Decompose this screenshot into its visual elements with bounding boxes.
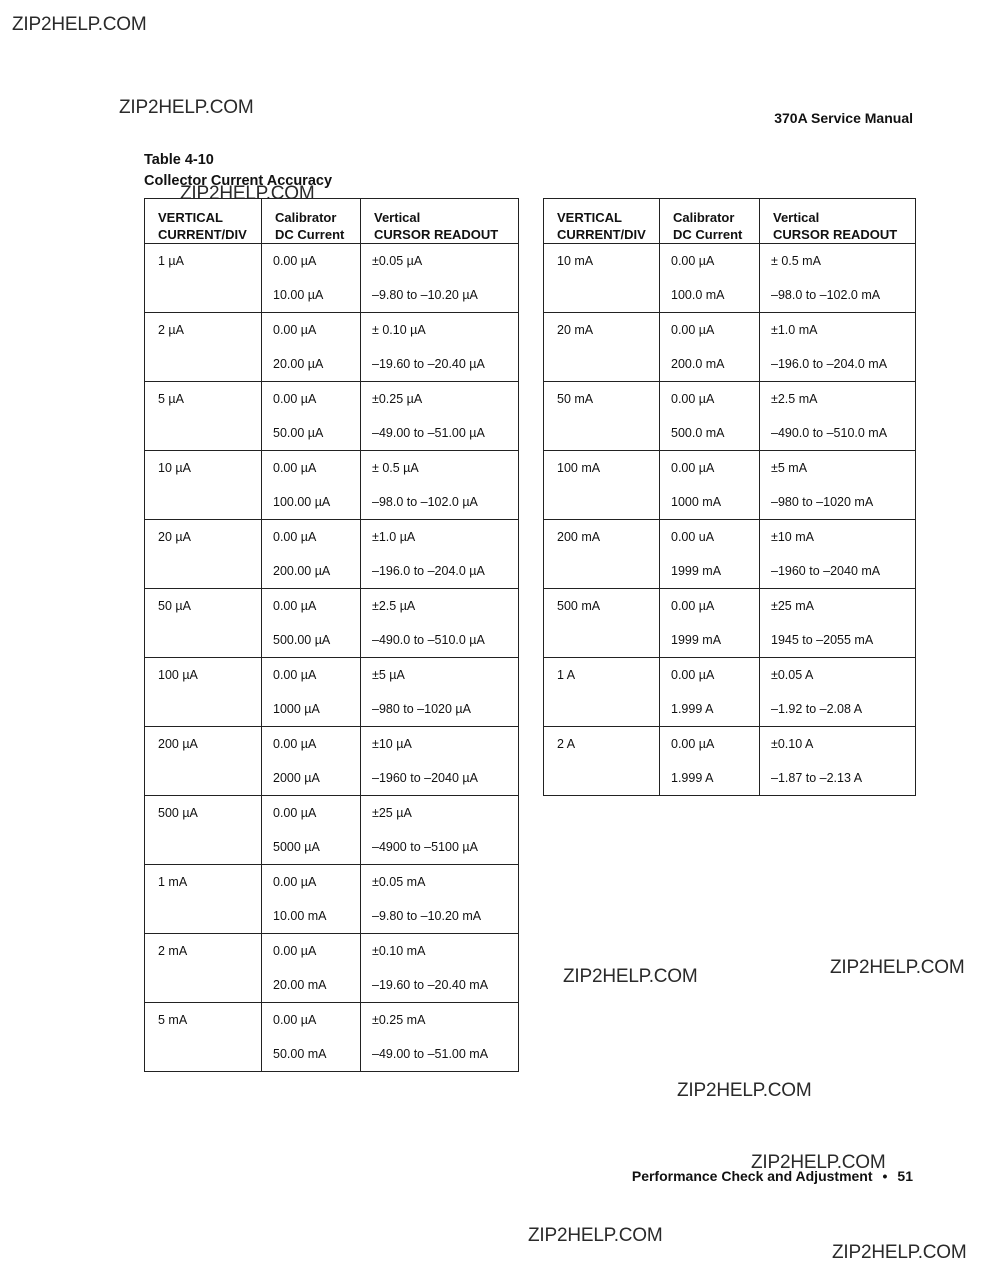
vertical-current-div-cell	[544, 451, 660, 520]
calibrator-full-value: 50.00 mA	[273, 1047, 327, 1061]
calibrator-current-cell	[262, 244, 361, 313]
watermark: ZIP2HELP.COM	[830, 957, 965, 978]
calibrator-current-cell	[660, 451, 760, 520]
cursor-readout-cell	[361, 1003, 519, 1072]
calibrator-current-cell	[262, 451, 361, 520]
calibrator-full-value: 1000 µA	[273, 702, 320, 716]
calibrator-current-cell	[660, 313, 760, 382]
calibrator-full-value: 20.00 mA	[273, 978, 327, 992]
vertical-current-div-cell	[145, 313, 262, 382]
calibrator-full-value: 20.00 µA	[273, 357, 324, 371]
vertical-current-div: 100 mA	[557, 461, 601, 475]
calibrator-full-value: 500.0 mA	[671, 426, 725, 440]
calibrator-full-value: 1999 mA	[671, 633, 722, 647]
calibrator-full-value: 100.00 µA	[273, 495, 331, 509]
vertical-current-div-cell	[145, 244, 262, 313]
calibrator-zero-value: 0.00 µA	[671, 392, 715, 406]
readout-full-range: –1.87 to –2.13 A	[771, 771, 863, 785]
vertical-current-div: 5 µA	[158, 392, 184, 406]
cursor-readout-cell	[361, 451, 519, 520]
vertical-current-div-cell	[145, 865, 262, 934]
cursor-readout-cell	[760, 451, 916, 520]
readout-full-range: –49.00 to –51.00 µA	[372, 426, 485, 440]
readout-full-range: –9.80 to –10.20 µA	[372, 288, 478, 302]
vertical-current-div-cell	[544, 589, 660, 658]
vertical-current-div-cell	[145, 451, 262, 520]
col-header-cursor-readout: Vertical CURSOR READOUT	[361, 199, 519, 244]
readout-zero-tolerance: ±0.10 A	[771, 737, 814, 751]
table-row	[145, 865, 519, 934]
calibrator-current-cell	[262, 520, 361, 589]
cursor-readout-cell	[361, 934, 519, 1003]
readout-zero-tolerance: ±1.0 µA	[372, 530, 416, 544]
watermark: ZIP2HELP.COM	[563, 966, 698, 987]
cursor-readout-cell	[361, 865, 519, 934]
calibrator-current-cell	[262, 934, 361, 1003]
readout-full-range: –49.00 to –51.00 mA	[372, 1047, 489, 1061]
vertical-current-div-cell	[145, 1003, 262, 1072]
calibrator-current-cell	[262, 865, 361, 934]
right-accuracy-table	[543, 198, 916, 796]
calibrator-current-cell	[660, 244, 760, 313]
readout-full-range: –980 to –1020 mA	[771, 495, 874, 509]
calibrator-full-value: 500.00 µA	[273, 633, 331, 647]
readout-zero-tolerance: ±10 µA	[372, 737, 412, 751]
watermark: ZIP2HELP.COM	[677, 1080, 812, 1101]
vertical-current-div: 1 µA	[158, 254, 184, 268]
table-title: Collector Current Accuracy	[144, 173, 333, 189]
vertical-current-div: 5 mA	[158, 1013, 188, 1027]
vertical-current-div-cell	[145, 520, 262, 589]
watermark: ZIP2HELP.COM	[528, 1225, 663, 1246]
calibrator-current-cell	[262, 313, 361, 382]
col-header-cursor-readout: Vertical CURSOR READOUT	[760, 199, 916, 244]
vertical-current-div: 50 µA	[158, 599, 191, 613]
cursor-readout-cell	[361, 796, 519, 865]
cursor-readout-cell	[361, 727, 519, 796]
readout-full-range: –19.60 to –20.40 µA	[372, 357, 485, 371]
readout-zero-tolerance: ±0.05 mA	[372, 875, 426, 889]
readout-zero-tolerance: ± 0.5 µA	[372, 461, 419, 475]
table-row	[145, 382, 519, 451]
col-header-vertical-current: VERTICAL CURRENT/DIV	[544, 199, 660, 244]
watermark: ZIP2HELP.COM	[119, 97, 254, 118]
left-accuracy-table	[144, 198, 519, 1072]
vertical-current-div: 500 mA	[557, 599, 601, 613]
cursor-readout-cell	[760, 658, 916, 727]
cursor-readout-cell	[361, 589, 519, 658]
vertical-current-div: 200 mA	[557, 530, 601, 544]
readout-full-range: –980 to –1020 µA	[372, 702, 471, 716]
calibrator-current-cell	[262, 796, 361, 865]
calibrator-zero-value: 0.00 uA	[671, 530, 715, 544]
table-row	[544, 658, 916, 727]
calibrator-full-value: 100.0 mA	[671, 288, 725, 302]
cursor-readout-cell	[760, 382, 916, 451]
vertical-current-div: 1 A	[557, 668, 576, 682]
vertical-current-div-cell	[145, 382, 262, 451]
cursor-readout-cell	[361, 520, 519, 589]
readout-zero-tolerance: ± 0.5 mA	[771, 254, 821, 268]
table-row	[145, 520, 519, 589]
calibrator-current-cell	[262, 727, 361, 796]
footer-separator: •	[882, 1168, 888, 1184]
calibrator-full-value: 200.0 mA	[671, 357, 725, 371]
vertical-current-div: 10 mA	[557, 254, 594, 268]
readout-zero-tolerance: ±5 µA	[372, 668, 405, 682]
calibrator-zero-value: 0.00 µA	[273, 737, 317, 751]
vertical-current-div: 50 mA	[557, 392, 594, 406]
cursor-readout-cell	[760, 520, 916, 589]
vertical-current-div: 2 A	[557, 737, 576, 751]
readout-zero-tolerance: ±25 µA	[372, 806, 412, 820]
vertical-current-div: 10 µA	[158, 461, 191, 475]
calibrator-current-cell	[262, 589, 361, 658]
calibrator-zero-value: 0.00 µA	[273, 323, 317, 337]
vertical-current-div: 2 µA	[158, 323, 184, 337]
cursor-readout-cell	[361, 244, 519, 313]
readout-zero-tolerance: ±0.25 µA	[372, 392, 423, 406]
vertical-current-div: 20 µA	[158, 530, 191, 544]
vertical-current-div: 2 mA	[158, 944, 188, 958]
vertical-current-div: 1 mA	[158, 875, 188, 889]
vertical-current-div-cell	[544, 520, 660, 589]
readout-full-range: –1960 to –2040 mA	[771, 564, 881, 578]
calibrator-zero-value: 0.00 µA	[671, 254, 715, 268]
calibrator-current-cell	[660, 727, 760, 796]
calibrator-zero-value: 0.00 µA	[671, 737, 715, 751]
table-row	[544, 520, 916, 589]
cursor-readout-cell	[760, 589, 916, 658]
calibrator-zero-value: 0.00 µA	[671, 461, 715, 475]
watermark: ZIP2HELP.COM	[751, 1152, 886, 1173]
calibrator-zero-value: 0.00 µA	[273, 1013, 317, 1027]
calibrator-current-cell	[660, 382, 760, 451]
vertical-current-div-cell	[544, 658, 660, 727]
calibrator-zero-value: 0.00 µA	[273, 392, 317, 406]
readout-full-range: –19.60 to –20.40 mA	[372, 978, 489, 992]
table-row	[145, 658, 519, 727]
table-number: Table 4-10	[144, 152, 214, 168]
vertical-current-div-cell	[544, 244, 660, 313]
calibrator-current-cell	[262, 658, 361, 727]
table-row	[145, 934, 519, 1003]
table-row	[145, 589, 519, 658]
table-header-row	[544, 199, 916, 244]
table-caption	[144, 150, 332, 192]
vertical-current-div-cell	[145, 727, 262, 796]
calibrator-current-cell	[262, 382, 361, 451]
table-row	[544, 589, 916, 658]
readout-full-range: –1.92 to –2.08 A	[771, 702, 863, 716]
readout-zero-tolerance: ±1.0 mA	[771, 323, 818, 337]
readout-full-range: –98.0 to –102.0 µA	[372, 495, 478, 509]
calibrator-full-value: 1.999 A	[671, 771, 714, 785]
calibrator-full-value: 2000 µA	[273, 771, 320, 785]
calibrator-zero-value: 0.00 µA	[273, 944, 317, 958]
cursor-readout-cell	[361, 313, 519, 382]
readout-full-range: 1945 to –2055 mA	[771, 633, 874, 647]
vertical-current-div: 500 µA	[158, 806, 198, 820]
readout-zero-tolerance: ±2.5 µA	[372, 599, 416, 613]
vertical-current-div-cell	[145, 934, 262, 1003]
table-row	[544, 244, 916, 313]
col-header-vertical-current: VERTICAL CURRENT/DIV	[145, 199, 262, 244]
page-number: 51	[897, 1168, 913, 1184]
cursor-readout-cell	[760, 313, 916, 382]
table-row	[145, 1003, 519, 1072]
readout-zero-tolerance: ±0.25 mA	[372, 1013, 426, 1027]
readout-full-range: –196.0 to –204.0 mA	[771, 357, 888, 371]
col-header-calibrator-current: Calibrator DC Current	[660, 199, 760, 244]
cursor-readout-cell	[361, 658, 519, 727]
vertical-current-div: 200 µA	[158, 737, 198, 751]
calibrator-zero-value: 0.00 µA	[671, 668, 715, 682]
readout-zero-tolerance: ±0.05 A	[771, 668, 814, 682]
calibrator-current-cell	[660, 658, 760, 727]
footer-section: Performance Check and Adjustment	[631, 1168, 873, 1184]
vertical-current-div-cell	[544, 727, 660, 796]
watermark: ZIP2HELP.COM	[12, 14, 147, 35]
readout-full-range: –98.0 to –102.0 mA	[771, 288, 881, 302]
calibrator-full-value: 1.999 A	[671, 702, 714, 716]
vertical-current-div: 20 mA	[557, 323, 594, 337]
calibrator-current-cell	[262, 1003, 361, 1072]
readout-zero-tolerance: ±25 mA	[771, 599, 814, 613]
cursor-readout-cell	[760, 244, 916, 313]
calibrator-zero-value: 0.00 µA	[273, 530, 317, 544]
vertical-current-div-cell	[145, 658, 262, 727]
readout-full-range: –490.0 to –510.0 µA	[372, 633, 485, 647]
table-row	[544, 451, 916, 520]
vertical-current-div-cell	[544, 313, 660, 382]
table-row	[544, 313, 916, 382]
calibrator-full-value: 50.00 µA	[273, 426, 324, 440]
calibrator-zero-value: 0.00 µA	[273, 599, 317, 613]
table-row	[145, 451, 519, 520]
calibrator-zero-value: 0.00 µA	[671, 323, 715, 337]
vertical-current-div-cell	[544, 382, 660, 451]
readout-zero-tolerance: ±0.05 µA	[372, 254, 423, 268]
calibrator-zero-value: 0.00 µA	[273, 875, 317, 889]
table-header-row	[145, 199, 519, 244]
calibrator-current-cell	[660, 589, 760, 658]
table-row	[544, 727, 916, 796]
table-row	[544, 382, 916, 451]
col-header-calibrator-current: Calibrator DC Current	[262, 199, 361, 244]
readout-zero-tolerance: ±5 mA	[771, 461, 808, 475]
calibrator-zero-value: 0.00 µA	[273, 806, 317, 820]
table-row	[145, 244, 519, 313]
table-row	[145, 313, 519, 382]
readout-full-range: –196.0 to –204.0 µA	[372, 564, 485, 578]
vertical-current-div-cell	[145, 796, 262, 865]
calibrator-full-value: 1000 mA	[671, 495, 722, 509]
cursor-readout-cell	[361, 382, 519, 451]
readout-zero-tolerance: ±0.10 mA	[372, 944, 426, 958]
vertical-current-div: 100 µA	[158, 668, 198, 682]
manual-title: 370A Service Manual	[774, 110, 913, 126]
readout-full-range: –1960 to –2040 µA	[372, 771, 478, 785]
calibrator-full-value: 1999 mA	[671, 564, 722, 578]
readout-full-range: –9.80 to –10.20 mA	[372, 909, 482, 923]
calibrator-full-value: 10.00 µA	[273, 288, 324, 302]
calibrator-full-value: 200.00 µA	[273, 564, 331, 578]
table-row	[145, 727, 519, 796]
calibrator-current-cell	[660, 520, 760, 589]
readout-zero-tolerance: ±10 mA	[771, 530, 814, 544]
readout-full-range: –4900 to –5100 µA	[372, 840, 478, 854]
watermark: ZIP2HELP.COM	[180, 183, 315, 204]
calibrator-zero-value: 0.00 µA	[273, 668, 317, 682]
table-row	[145, 796, 519, 865]
vertical-current-div-cell	[145, 589, 262, 658]
watermark: ZIP2HELP.COM	[832, 1242, 967, 1263]
calibrator-zero-value: 0.00 µA	[273, 461, 317, 475]
readout-zero-tolerance: ±2.5 mA	[771, 392, 818, 406]
calibrator-zero-value: 0.00 µA	[671, 599, 715, 613]
calibrator-zero-value: 0.00 µA	[273, 254, 317, 268]
cursor-readout-cell	[760, 727, 916, 796]
calibrator-full-value: 5000 µA	[273, 840, 320, 854]
calibrator-full-value: 10.00 mA	[273, 909, 327, 923]
page-footer	[632, 1168, 913, 1184]
readout-zero-tolerance: ± 0.10 µA	[372, 323, 426, 337]
readout-full-range: –490.0 to –510.0 mA	[771, 426, 888, 440]
